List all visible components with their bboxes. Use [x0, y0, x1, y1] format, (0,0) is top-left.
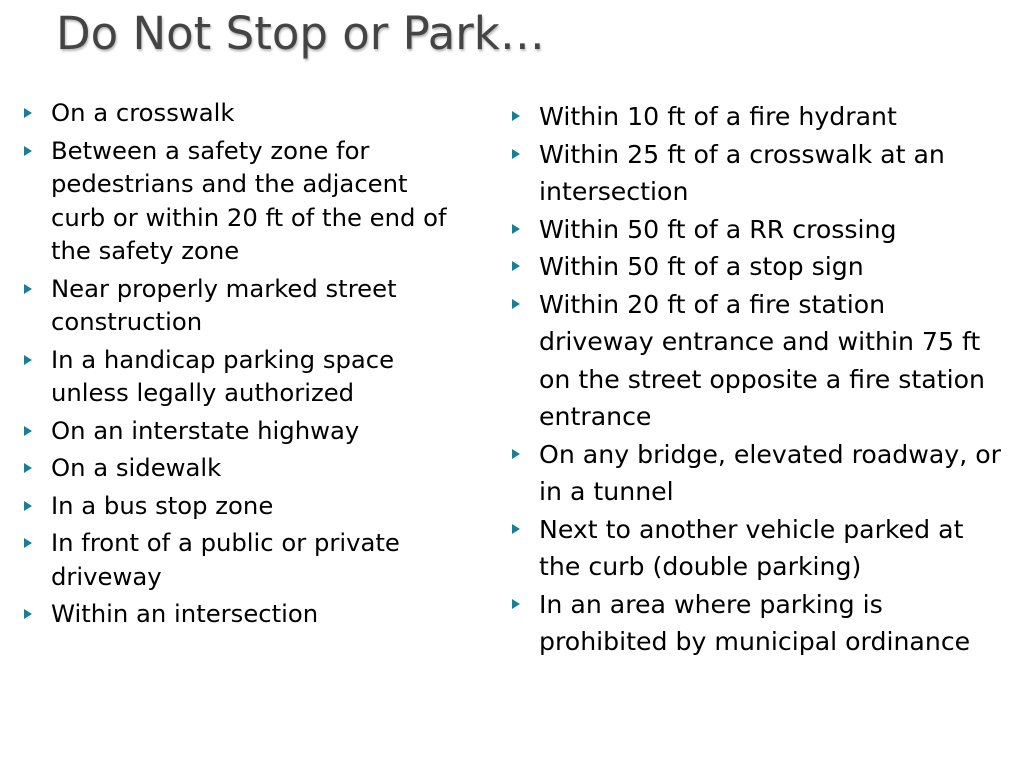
bullet-arrow-icon [24, 284, 32, 294]
list-item [512, 211, 1002, 249]
list-item [24, 134, 464, 268]
list-item [24, 526, 464, 593]
list-item-text: Next to another vehicle parked at the curb (double parking) [539, 514, 964, 581]
bullet-arrow-icon [24, 146, 32, 156]
list-item [512, 286, 1002, 436]
left-bullet-list [24, 96, 464, 635]
bullet-arrow-icon [24, 108, 32, 118]
bullet-arrow-icon [512, 261, 520, 271]
list-item-text: On a crosswalk [51, 98, 235, 127]
list-item [512, 98, 1002, 136]
list-item-text: Within 25 ft of a crosswalk at an intersection [539, 139, 945, 206]
bullet-arrow-icon [24, 609, 32, 619]
list-item [24, 489, 464, 523]
list-item [24, 272, 464, 339]
bullet-arrow-icon [24, 426, 32, 436]
list-item-text: Within an intersection [51, 599, 319, 628]
list-item-text: On an interstate highway [51, 415, 360, 445]
bullet-arrow-icon [512, 299, 520, 309]
list-item [24, 451, 464, 485]
list-item-text: Within 20 ft of a fire station driveway entrance and within 75 ft on the street opposite a fire station entrance [539, 289, 985, 431]
list-item [512, 248, 1002, 286]
bullet-arrow-icon [512, 149, 520, 159]
list-item-text: Near properly marked street construction [51, 273, 397, 336]
bullet-arrow-icon [512, 599, 520, 609]
list-item [512, 586, 1002, 661]
list-item [24, 343, 464, 410]
list-item-text: In a handicap parking space unless legally authorized [51, 344, 395, 407]
list-item [512, 436, 1002, 511]
right-bullet-list [512, 98, 1002, 661]
list-item [24, 414, 464, 448]
list-item-text: Within 50 ft of a RR crossing [539, 214, 897, 244]
list-item-text: On any bridge, elevated roadway, or in a tunnel [539, 439, 1001, 506]
bullet-arrow-icon [512, 449, 520, 459]
list-item-text: On a sidewalk [51, 453, 222, 482]
list-item-text: Within 10 ft of a fire hydrant [539, 102, 897, 131]
list-item-text: Between a safety zone for pedestrians and the adjacent curb or within 20 ft of the end of the safety zone [51, 135, 447, 265]
list-item [512, 511, 1002, 586]
list-item-text: Within 50 ft of a stop sign [539, 252, 864, 281]
list-item-text: In front of a public or private driveway [51, 528, 400, 591]
bullet-arrow-icon [512, 111, 520, 121]
bullet-arrow-icon [24, 538, 32, 548]
list-item-text: In an area where parking is prohibited by municipal ordinance [539, 589, 971, 656]
list-item [512, 136, 1002, 211]
bullet-arrow-icon [24, 463, 32, 473]
list-item-text: In a bus stop zone [51, 490, 274, 520]
bullet-arrow-icon [24, 501, 32, 511]
list-item [24, 96, 464, 130]
slide-title: Do Not Stop or Park… [56, 7, 545, 60]
bullet-arrow-icon [512, 224, 520, 234]
bullet-arrow-icon [24, 355, 32, 365]
bullet-arrow-icon [512, 524, 520, 534]
list-item [24, 597, 464, 631]
